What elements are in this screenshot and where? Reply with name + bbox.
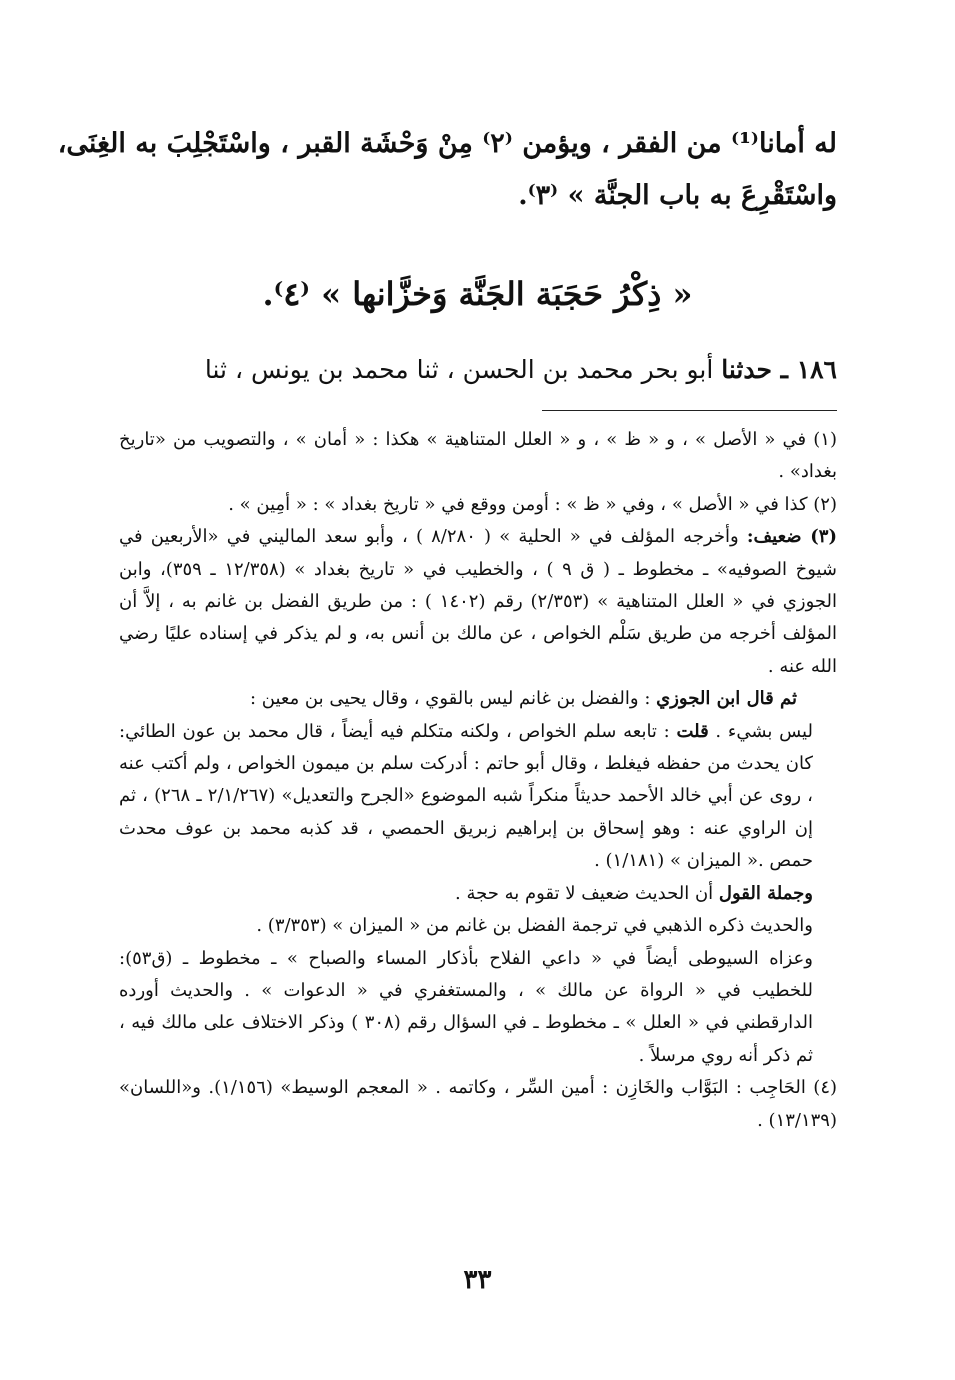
hadith-line xyxy=(119,348,837,392)
note-laysa xyxy=(119,716,837,878)
note-laysa-rest: : تابعه سلم الخواص ، ولكنه متكلم فيه أيضاً ، قال محمد بن عون الطائي: كان يحدث من حفظه فيغلط ، وقال أبو حاتم : أدركت سلم بن ميمون الخواص ، ولم أكتب عنه ، روى عن أبي خالد الأحمد حديثاً منكراً شبه الموضوع «الجرح والتعديل» (٢/١/٢٦٧ ـ ٢٦٨) ، ثم إن الراوي عنه : وهو إسحاق بن إبراهيم زبريق الحمصي ، قد كذبه محمد بن عوف محدث حمص .« الميزان » (١/١٨١) . xyxy=(119,720,813,872)
footnote-3 xyxy=(119,521,837,683)
note-conclusion-label: وجملة القول xyxy=(718,882,813,904)
hadith-text: أبو بحر محمد بن الحسن ، ثنا محمد بن يونس ، ثنا xyxy=(204,355,714,384)
note-dhahabi: والحديث ذكره الذهبي في ترجمة الفضل بن غانم من « الميزان » (٣/٣٥٣) . xyxy=(256,915,813,937)
footnote-4: (٤) الحَاجِب : البَوَّاب والخَازِن : أمين السِّر ، وكاتمه . « المعجم الوسيط» (١/١٥٦). و«اللسان» (١٣/١٣٩) . xyxy=(119,1077,838,1131)
footnote-2: (٢) كذا في « الأصل » ، وفي « ظ » : أومن ووقع في « تاريخ بغداد » : « أمِين » . xyxy=(228,493,837,515)
chapter-title: « ذِكْرُ حَجَبَة الجَنَّة وَخزَّانها » ⁽٤⁾. xyxy=(262,275,693,313)
main-text-line-2: واسْتَقْرِعَ به باب الجنَّة » ⁽٣⁾. xyxy=(518,180,837,211)
note-qult-label: قلت xyxy=(676,720,709,742)
footnote-1: (١) في « الأصل » ، و « ظ » ، و « العلل المتناهية » هكذا : « أمان » ، والتصويب من «تاريخ بغداد» . xyxy=(119,429,837,483)
note-ibn-jawzi xyxy=(119,683,837,715)
footnote-3-label: (٣) ضعيف: xyxy=(746,526,837,548)
hadith-number: ١٨٦ ـ حدثنا xyxy=(721,355,837,384)
page-number: ٣٣ xyxy=(463,1265,492,1295)
note-ibn-jawzi-text: : والفضل بن غانم ليس بالقوي ، وقال يحيى بن معين : xyxy=(249,688,651,710)
note-conclusion xyxy=(119,878,837,910)
note-suyuti: وعزاه السيوطى أيضاً في « داعي الفلاح بأذكار المساء والصباح » ـ مخطوط ـ (ق٥٣): للخطيب في « الرواة عن مالك » ، والمستغفري في « الدعوات » . والحديث أورده الدارقطني في « العلل » ـ مخطوط ـ في السؤال رقم (٣٠٨ ) وذكر الاختلاف على مالك فيه ، ثم ذكر أنه روي مرسلاً . xyxy=(119,947,814,1066)
note-ibn-jawzi-label: ثم قال ابن الجوزي xyxy=(656,688,797,710)
footnotes xyxy=(119,424,837,1137)
main-text-line-1: له أمانا⁽¹⁾ من الفقر ، ويؤمن ⁽٢⁾ مِنْ وَحْشَة القبر ، واسْتَجْلِبَ به الغِنَى، xyxy=(57,128,837,159)
footnote-separator xyxy=(542,410,837,411)
note-conclusion-text: أن الحديث ضعيف لا تقوم به حجة . xyxy=(455,882,714,904)
note-laysa-start: ليس بشيء . xyxy=(715,720,813,742)
footnote-3-text: وأخرجه المؤلف في « الحلية » ( ٨/٢٨٠ ) ، وأبو سعد الماليني في «الأربعين في شيوخ الصوفيه» ـ مخطوط ـ ( ق ٩ ) ، والخطيب في « تاريخ بغداد » (١٢/٣٥٨ ـ ٣٥٩)، وابن الجوزي في « العلل المتناهية » (٢/٣٥٣) رقم (١٤٠٢ ) : من طريق الفضل بن غانم به ، إلاَّ أن المؤلف أخرجه من طريق سَلْم الخواص ، عن مالك بن أنس به، و لم يذكر في إسناده عليًا رضي الله عنه . xyxy=(119,526,838,677)
